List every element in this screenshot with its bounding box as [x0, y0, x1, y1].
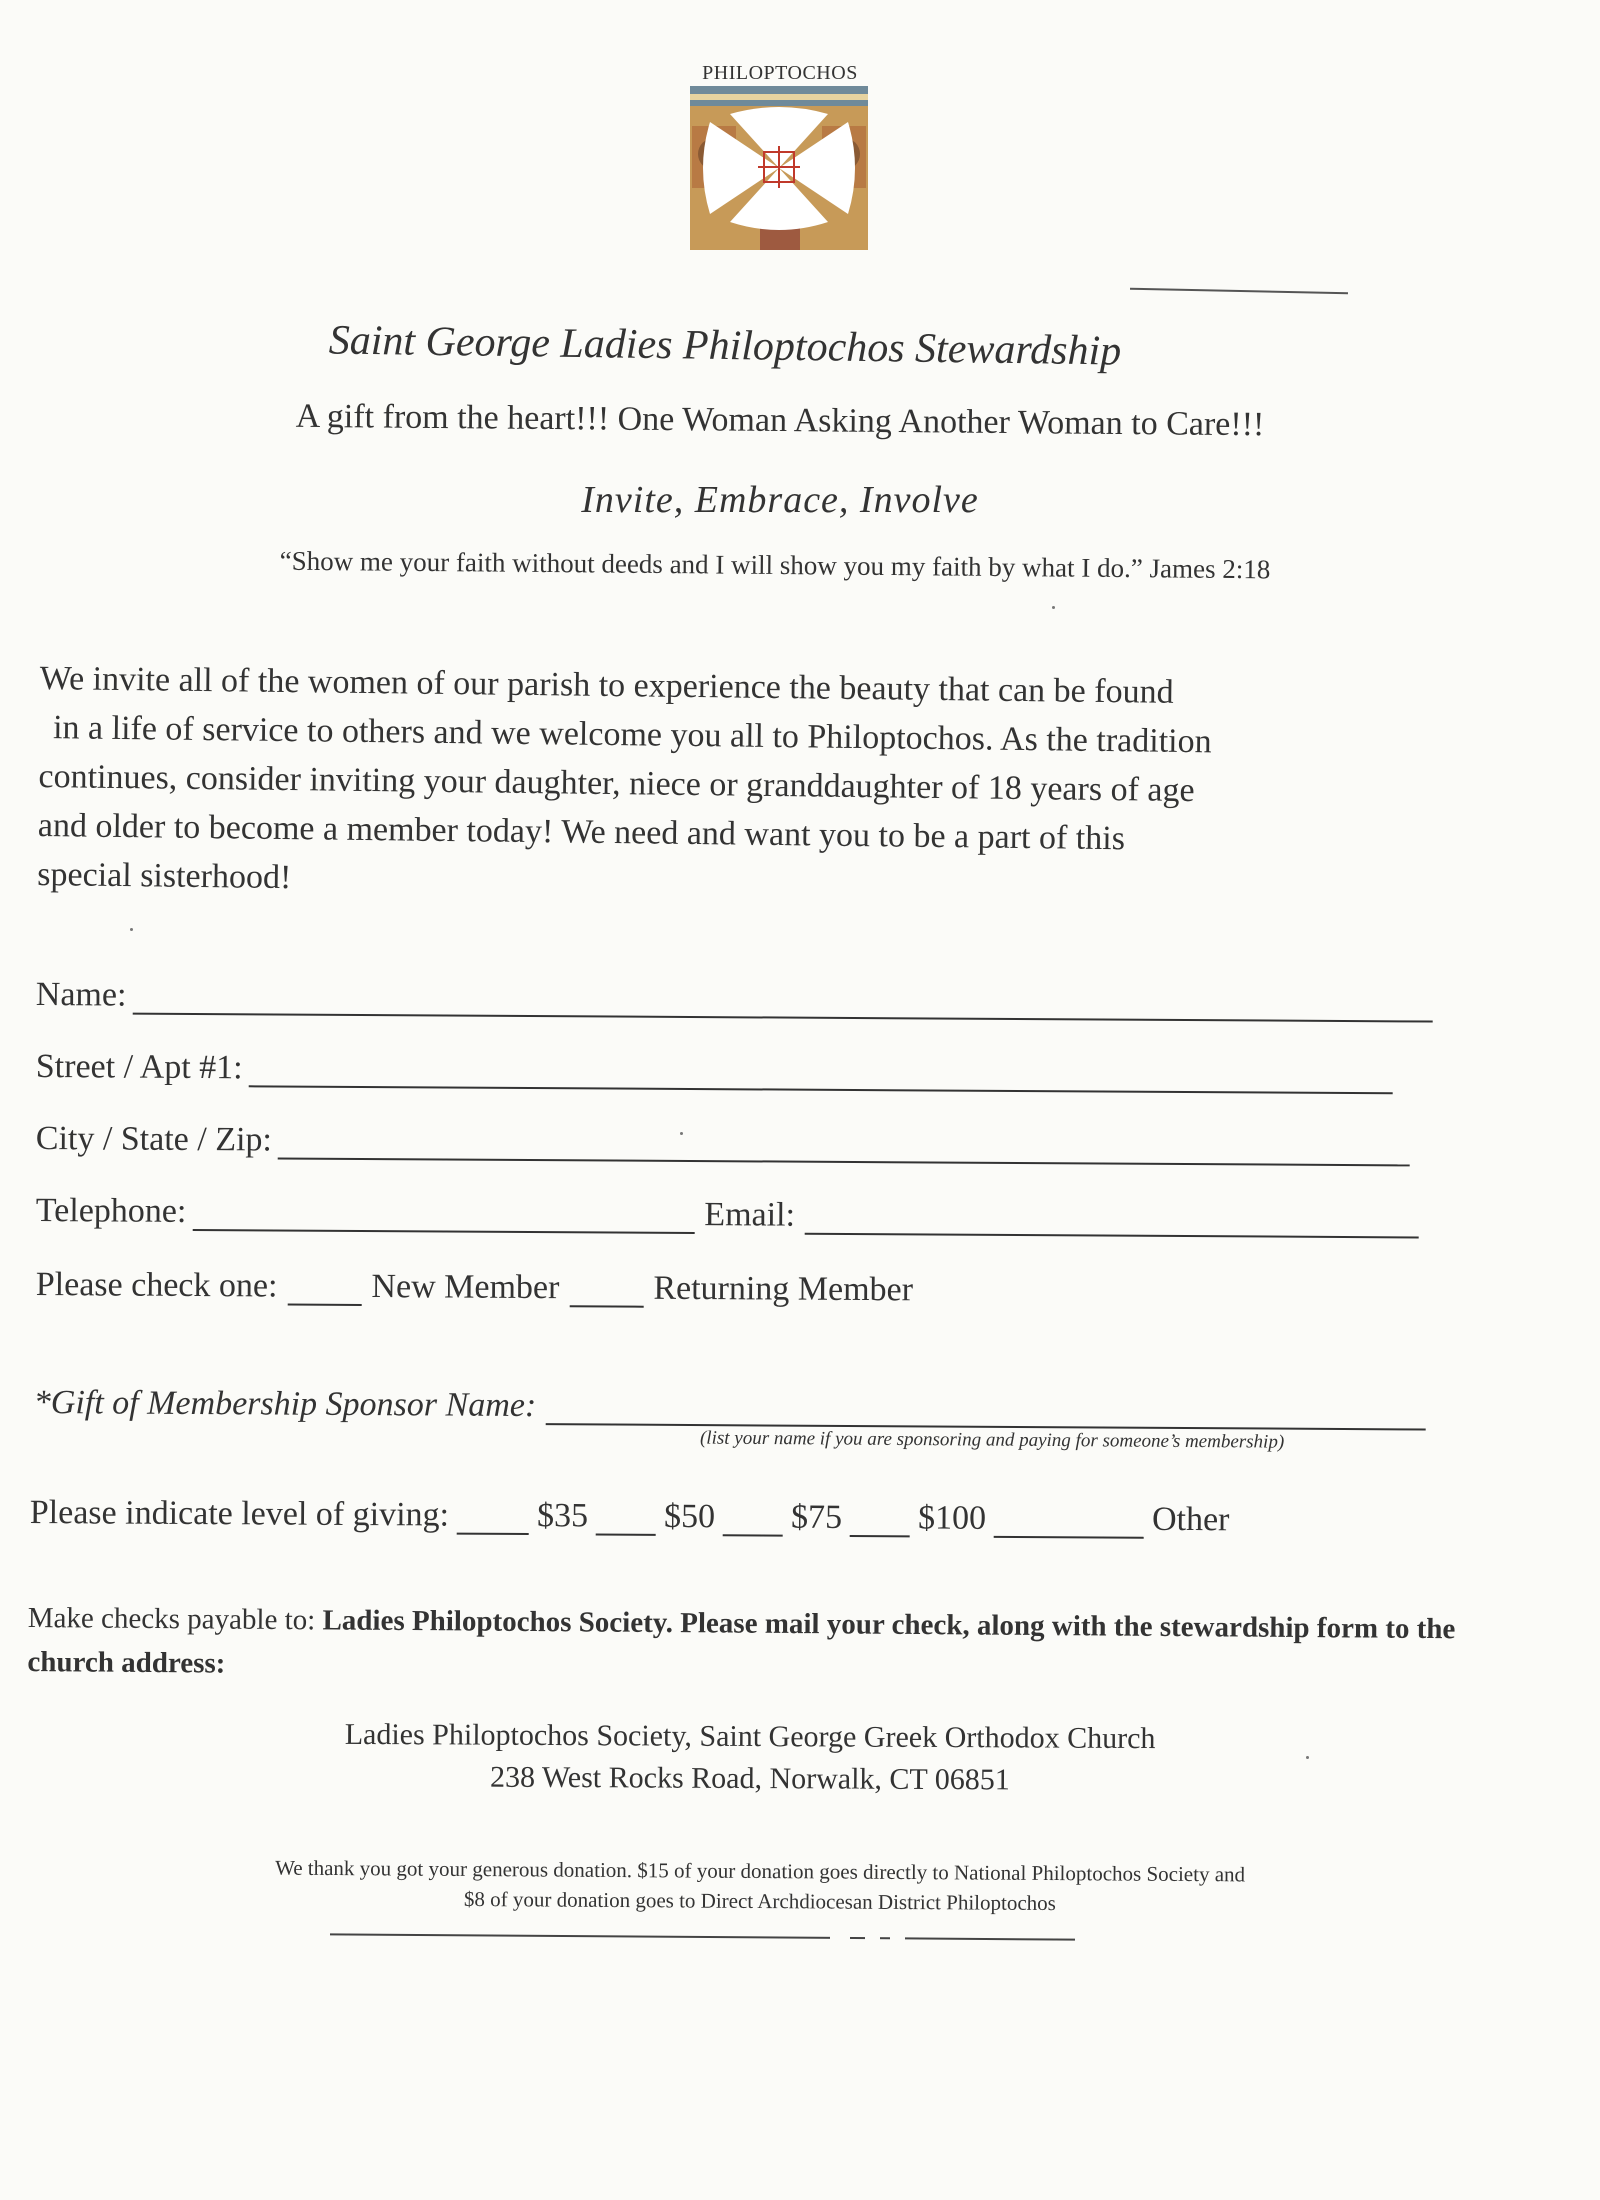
- name-row: [36, 966, 1476, 1023]
- giving-50-checkbox[interactable]: [596, 1505, 656, 1535]
- sponsor-label: *Gift of Membership Sponsor Name:: [33, 1383, 537, 1425]
- sponsor-row: [34, 1374, 1474, 1431]
- address-line-2: 238 West Rocks Road, Norwalk, CT 06851: [489, 1760, 1010, 1797]
- giving-option: $50: [663, 1497, 716, 1536]
- giving-label: Please indicate level of giving:: [29, 1493, 450, 1534]
- city-row: [36, 1110, 1476, 1167]
- address-line-1: Ladies Philoptochos Society, Saint George Greek Orthodox Church: [344, 1717, 1156, 1756]
- speck: [680, 1132, 683, 1135]
- giving-100-checkbox[interactable]: [850, 1507, 910, 1537]
- telephone-label: Telephone:: [35, 1191, 187, 1230]
- subtitle: A gift from the heart!!! One Woman Asking Another Woman to Care!!!: [295, 397, 1265, 444]
- stray-mark: [1130, 288, 1348, 295]
- payment-payee: Ladies Philoptochos Society.: [322, 1604, 674, 1640]
- speck: [1306, 1756, 1309, 1759]
- intro-line: and older to become a member today! We need and want you to be a part of this: [37, 806, 1126, 858]
- giving-option: $75: [790, 1498, 843, 1536]
- intro-line: We invite all of the women of our parish to experience the beauty that can be found: [39, 659, 1174, 711]
- giving-option: Other: [1151, 1500, 1230, 1539]
- name-label: Name:: [35, 975, 127, 1014]
- speck: [1052, 606, 1055, 609]
- telephone-row: [36, 1182, 1476, 1239]
- intro-line: continues, consider inviting your daughter, niece or granddaughter of 18 years of age: [38, 757, 1195, 810]
- new-member-checkbox[interactable]: [287, 1276, 361, 1306]
- giving-option: $35: [536, 1497, 589, 1535]
- intro-paragraph: [37, 654, 1470, 916]
- street-label: Street / Apt #1:: [35, 1047, 243, 1087]
- payment-prefix: Make checks payable to:: [27, 1601, 323, 1637]
- giving-row: [30, 1484, 1470, 1541]
- sponsor-note: (list your name if you are sponsoring and paying for someone’s membership): [699, 1427, 1285, 1453]
- bottom-divider: [330, 1933, 1075, 1940]
- membership-type-row: [36, 1256, 1476, 1313]
- giving-75-checkbox[interactable]: [723, 1506, 783, 1536]
- scripture-quote: “Show me your faith without deeds and I will show you my faith by what I do.” James 2:18: [279, 545, 1271, 585]
- city-field[interactable]: [278, 1129, 1410, 1166]
- giving-other-field[interactable]: [994, 1508, 1144, 1539]
- name-field[interactable]: [132, 985, 1432, 1023]
- speck: [130, 928, 133, 931]
- church-address: [200, 1713, 1300, 1803]
- page-title: Saint George Ladies Philoptochos Stewardship: [328, 317, 1122, 375]
- thanks-line-2: $8 of your donation goes to Direct Archdiocesan District Philoptochos: [463, 1886, 1056, 1916]
- returning-member-label: Returning Member: [653, 1269, 914, 1309]
- street-field[interactable]: [249, 1057, 1393, 1094]
- philoptochos-cross-icon: [690, 86, 868, 250]
- city-label: City / State / Zip:: [35, 1119, 273, 1159]
- returning-member-checkbox[interactable]: [569, 1277, 643, 1307]
- new-member-label: New Member: [371, 1268, 560, 1307]
- street-row: [36, 1038, 1476, 1095]
- check-label: Please check one:: [35, 1265, 278, 1305]
- intro-line: in a life of service to others and we welcome you all to Philoptochos. As the tradition: [52, 709, 1212, 761]
- motto: Invite, Embrace, Involve: [581, 479, 979, 521]
- thanks-line-1: We thank you got your generous donation. $15 of your donation goes directly to National Philoptochos Society and: [275, 1855, 1246, 1887]
- telephone-field[interactable]: [192, 1201, 694, 1234]
- email-field[interactable]: [805, 1205, 1419, 1239]
- logo-label: PHILOPTOCHOS: [702, 62, 858, 84]
- thank-you-note: [110, 1851, 1410, 1920]
- intro-line: special sisterhood!: [37, 855, 292, 897]
- sponsor-field[interactable]: [546, 1395, 1426, 1430]
- giving-option: $100: [917, 1499, 987, 1537]
- email-label: Email:: [704, 1196, 796, 1234]
- payment-instructions: [27, 1596, 1468, 1695]
- giving-35-checkbox[interactable]: [457, 1505, 529, 1535]
- payment-instructions-text: Please mail your check, along with the stewardship form to the church address:: [27, 1607, 1456, 1680]
